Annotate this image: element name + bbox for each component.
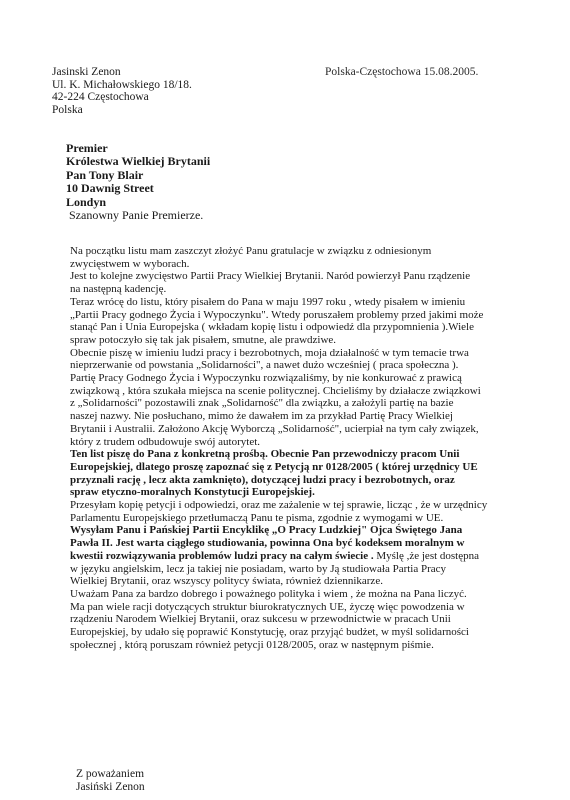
body-line: Ma pan wiele racji dotyczących struktur biurokratycznych UE, życzę więc powodzenia w	[70, 600, 465, 613]
body-line: Wielkiej Brytanii, oraz wszyscy politycy świata, również dziennikarze.	[70, 575, 383, 588]
body-bold-line: Pawła II. Jest warta ciągłego studiowania, powinna Ona być kodeksem moralnym w	[70, 537, 465, 550]
closing-phrase: Z poważaniem	[76, 768, 145, 780]
letter-date: Polska-Częstochowa 15.08.2005.	[325, 66, 479, 78]
recipient-title: Premier	[66, 141, 108, 155]
body-line: Teraz wrócę do listu, który pisałem do Pana w maju 1997 roku , wtedy pisałem w imieniu	[70, 295, 466, 308]
sender-address	[52, 66, 192, 116]
body-line: nieprzerwanie od powstania „Solidarności", a nawet dużo wcześniej ( praca społeczna ).	[70, 359, 459, 372]
body-normal-fragment: Myślę ,że jest dostępna	[376, 549, 480, 562]
body-line: spraw potoczyło się tak jak pisałem, smutne, ale prawdziwe.	[70, 333, 337, 346]
body-line: z „Solidarności" pozostawili znak „Solidarność" dla związku, a założyli partię na bazie	[70, 397, 454, 410]
body-bold-line: przyznali rację , lecz akta zamknięto), dotyczącej ludzi pracy i bezrobotnych, oraz	[70, 473, 455, 486]
body-line: Uważam Pana za bardzo dobrego i poważnego polityka i wiem , że można na Pana liczyć.	[70, 587, 467, 600]
recipient-country: Królestwa Wielkiej Brytanii	[66, 154, 211, 169]
body-line: Obecnie piszę w imieniu ludzi pracy i bezrobotnych, moja działalność w tym temacie trwa	[70, 346, 469, 359]
body-line: na następną kadencję.	[70, 283, 167, 296]
signature-name: Jasiński Zenon	[76, 780, 145, 793]
body-line: stanąć Pan i Unia Europejska ( wkładam kopię listu i odpowiedź dla przypomnienia ).Wiele	[70, 321, 474, 334]
sender-country: Polska	[52, 103, 83, 116]
body-line: związkową , która szukała miejsca na scenie politycznej. Chcieliśmy by działacze związkowi	[70, 384, 481, 397]
body-line: Partię Pracy Godnego Życia i Wypoczynku rozwiązaliśmy, by nie konkurować z prawicą	[70, 372, 462, 385]
body-line: Europejskiej, by udało się poprawić Konstytucję, oraz przyjąć budżet, w myśl solidarności	[70, 626, 469, 639]
body-line: Na początku listu mam zaszczyt złożyć Panu gratulacje w związku z odniesionym	[70, 245, 432, 257]
body-line: społecznej , którą poruszam również petycji 0128/2005, oraz w następnym piśmie.	[70, 638, 434, 651]
body-bold-line: spraw etyczno-moralnych Konstytucji Europejskiej.	[70, 486, 315, 499]
sender-city: 42-224 Częstochowa	[52, 91, 149, 104]
body-line: Parlamentu Europejskiego przetłumaczą Panu te pisma, zgodnie z wymogami w UE.	[70, 511, 444, 524]
body-line: Przesyłam kopię petycji i odpowiedzi, oraz me zażalenie w tej sprawie, licząc , że w urzędnicy	[70, 499, 488, 512]
body-bold-line: Ten list piszę do Pana z konkretną prośbą. Obecnie Pan przewodniczy pracom Unii	[70, 448, 460, 461]
body-line: Jest to kolejne zwycięstwo Partii Pracy Wielkiej Brytanii. Naród powierzył Panu rządzenie	[70, 270, 471, 283]
body-line: Brytanii i Australii. Założono Akcję Wyborczą „Solidarność", ucierpiał na tym cały związek,	[70, 422, 479, 435]
body-bold-fragment: kwestii rozwiązywania problemów ludzi pracy na całym świecie .	[70, 549, 377, 562]
recipient-address	[66, 142, 210, 209]
body-bold-line: Wysyłam Panu i Pańskiej Partii Encyklikę „O Pracy Ludzkiej" Ojca Świętego Jana	[70, 524, 463, 537]
letter-body	[70, 245, 487, 652]
body-line: naszej nazwy. Nie posłuchano, mimo że dawałem im za przykład Partię Pracy Wielkiej	[70, 410, 453, 423]
body-line: który z trudem odbudowuje swój autorytet.	[70, 435, 261, 448]
sender-street: Ul. K. Michałowskiego 18/18.	[52, 78, 192, 91]
body-line: zwycięstwem w wyborach.	[70, 257, 190, 270]
body-line: „Partii Pracy godnego Życia i Wypoczynku". Wtedy poruszałem problemy przed jakimi może	[70, 308, 484, 321]
sender-name: Jasinski Zenon	[52, 66, 121, 78]
salutation: Szanowny Panie Premierze.	[69, 208, 204, 222]
body-line: w języku angielskim, lecz ja takiej nie posiadam, warto by Ją studiowała Partia Pracy	[70, 562, 447, 575]
recipient-city: Londyn	[66, 194, 107, 209]
letter-closing	[76, 768, 145, 793]
body-bold-line: Europejskiej, dlatego proszę zapoznać się z Petycją nr 0128/2005 ( której urzędnicy UE	[70, 460, 478, 473]
body-line: rządzeniu Narodem Wielkiej Brytanii, oraz sukcesu w przewodnictwie w pracach Unii	[70, 613, 451, 626]
body-line	[70, 550, 487, 563]
recipient-name: Pan Tony Blair	[66, 167, 144, 182]
recipient-street: 10 Dawnig Street	[66, 181, 154, 196]
